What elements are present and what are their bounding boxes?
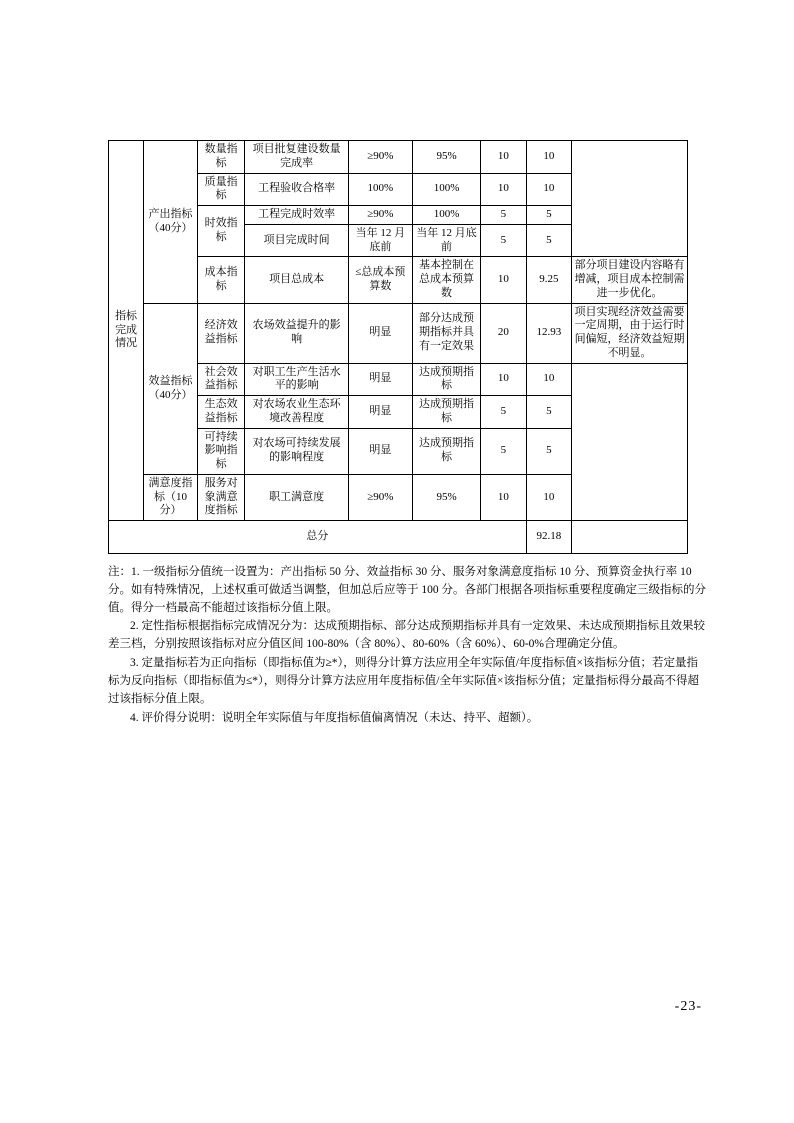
cell-target: 当年 12 月底前 [348, 224, 412, 257]
cell-level3: 项目总成本 [245, 257, 348, 303]
cell-score: 10 [481, 141, 526, 174]
cell-actual: 95% [412, 474, 480, 520]
cell-level3: 工程验收合格率 [245, 173, 348, 206]
cell-got: 5 [526, 396, 571, 429]
cell-actual: 100% [412, 206, 480, 225]
cell-got: 10 [526, 363, 571, 396]
cell-level3: 工程完成时效率 [245, 206, 348, 225]
cell-target: 100% [348, 173, 412, 206]
cell-level2: 数量指标 [197, 141, 245, 174]
cell-score: 10 [481, 173, 526, 206]
total-label: 总分 [109, 521, 527, 554]
table-row [109, 303, 688, 363]
cell-score: 5 [481, 428, 526, 474]
cell-actual: 当年 12 月底前 [412, 224, 480, 257]
cell-score: 20 [481, 303, 526, 363]
cell-level3: 项目完成时间 [245, 224, 348, 257]
cell-level3: 农场效益提升的影响 [245, 303, 348, 363]
total-note [572, 521, 688, 554]
cell-got: 12.93 [526, 303, 571, 363]
performance-evaluation-table [108, 140, 688, 554]
cell-score: 10 [481, 474, 526, 520]
cell-note: 项目实现经济效益需要一定周期，由于运行时间偏短，经济效益短期不明显。 [572, 303, 688, 363]
cell-level2: 生态效益指标 [197, 396, 245, 429]
cell-note [572, 141, 688, 257]
cell-target: 明显 [348, 396, 412, 429]
cell-actual: 达成预期指标 [412, 428, 480, 474]
cell-target: 明显 [348, 363, 412, 396]
cell-actual: 基本控制在总成本预算数 [412, 257, 480, 303]
cell-got: 5 [526, 206, 571, 225]
cell-level3: 职工满意度 [245, 474, 348, 520]
footnote-4: 4. 评价得分说明：说明全年实际值与年度指标值偏离情况（未达、持平、超额）。 [130, 711, 539, 724]
cell-level3: 对农场农业生态环境改善程度 [245, 396, 348, 429]
table-row [109, 141, 688, 174]
cell-target: ≥90% [348, 141, 412, 174]
cell-level2: 可持续影响指标 [197, 428, 245, 474]
cell-level2: 经济效益指标 [197, 303, 245, 363]
cell-level1-output: 产出指标（40分） [144, 141, 198, 304]
cell-actual: 达成预期指标 [412, 363, 480, 396]
cell-group-label: 指标完成情况 [109, 141, 144, 521]
cell-note: 部分项目建设内容略有增减，项目成本控制需进一步优化。 [572, 257, 688, 303]
cell-got: 10 [526, 474, 571, 520]
cell-target: 明显 [348, 428, 412, 474]
cell-actual: 95% [412, 141, 480, 174]
cell-level2: 成本指标 [197, 257, 245, 303]
cell-level2: 质量指标 [197, 173, 245, 206]
cell-target: ≥90% [348, 474, 412, 520]
cell-target: ≤总成本预算数 [348, 257, 412, 303]
cell-level3: 项目批复建设数量完成率 [245, 141, 348, 174]
cell-score: 10 [481, 363, 526, 396]
footnote-3: 3. 定量指标若为正向指标（即指标值为≥*），则得分计算方法应用全年实际值/年度指标值×该指标分值；若定量指标为反向指标（即指标值为≤*），则得分计算方法应用年度指标值/全年实际值×该指标分值；定量指标得分最高不得超过该指标分值上限。 [108, 657, 699, 705]
page-number: -23- [674, 999, 702, 1014]
cell-score: 5 [481, 224, 526, 257]
cell-score: 5 [481, 206, 526, 225]
cell-level2: 服务对象满意度指标 [197, 474, 245, 520]
footnote-1: 注：1. 一级指标分值统一设置为：产出指标 50 分、效益指标 30 分、服务对象满意度指标 10 分、预算资金执行率 10 分。如有特殊情况，上述权重可做适当调整，但加总后应等于 100 分。各部门根据各项指标重要程度确定三级指标的分值。得分一档最高不能超过该指标分值上限。 [108, 566, 706, 614]
cell-note [572, 363, 688, 521]
footnote-2: 2. 定性指标根据指标完成情况分为：达成预期指标、部分达成预期指标并具有一定效果、未达成预期指标且效果较差三档，分别按照该指标对应分值区间 100-80%（含 80%）、80-60%（含 60%）、60-0%合理确定分值。 [108, 620, 705, 651]
cell-got: 9.25 [526, 257, 571, 303]
footnotes [108, 564, 708, 727]
cell-target: 明显 [348, 303, 412, 363]
cell-got: 5 [526, 428, 571, 474]
cell-level2: 时效指标 [197, 206, 245, 257]
cell-got: 5 [526, 224, 571, 257]
cell-score: 10 [481, 257, 526, 303]
cell-target: ≥90% [348, 206, 412, 225]
cell-level1-satisfaction: 满意度指标（10分） [144, 474, 198, 520]
cell-got: 10 [526, 173, 571, 206]
cell-level2: 社会效益指标 [197, 363, 245, 396]
cell-level3: 对农场可持续发展的影响程度 [245, 428, 348, 474]
cell-level1-benefit: 效益指标（40分） [144, 303, 198, 474]
total-value: 92.18 [526, 521, 571, 554]
cell-actual: 部分达成预期指标并具有一定效果 [412, 303, 480, 363]
cell-actual: 100% [412, 173, 480, 206]
cell-actual: 达成预期指标 [412, 396, 480, 429]
table-total-row [109, 521, 688, 554]
cell-got: 10 [526, 141, 571, 174]
cell-level3: 对职工生产生活水平的影响 [245, 363, 348, 396]
cell-score: 5 [481, 396, 526, 429]
